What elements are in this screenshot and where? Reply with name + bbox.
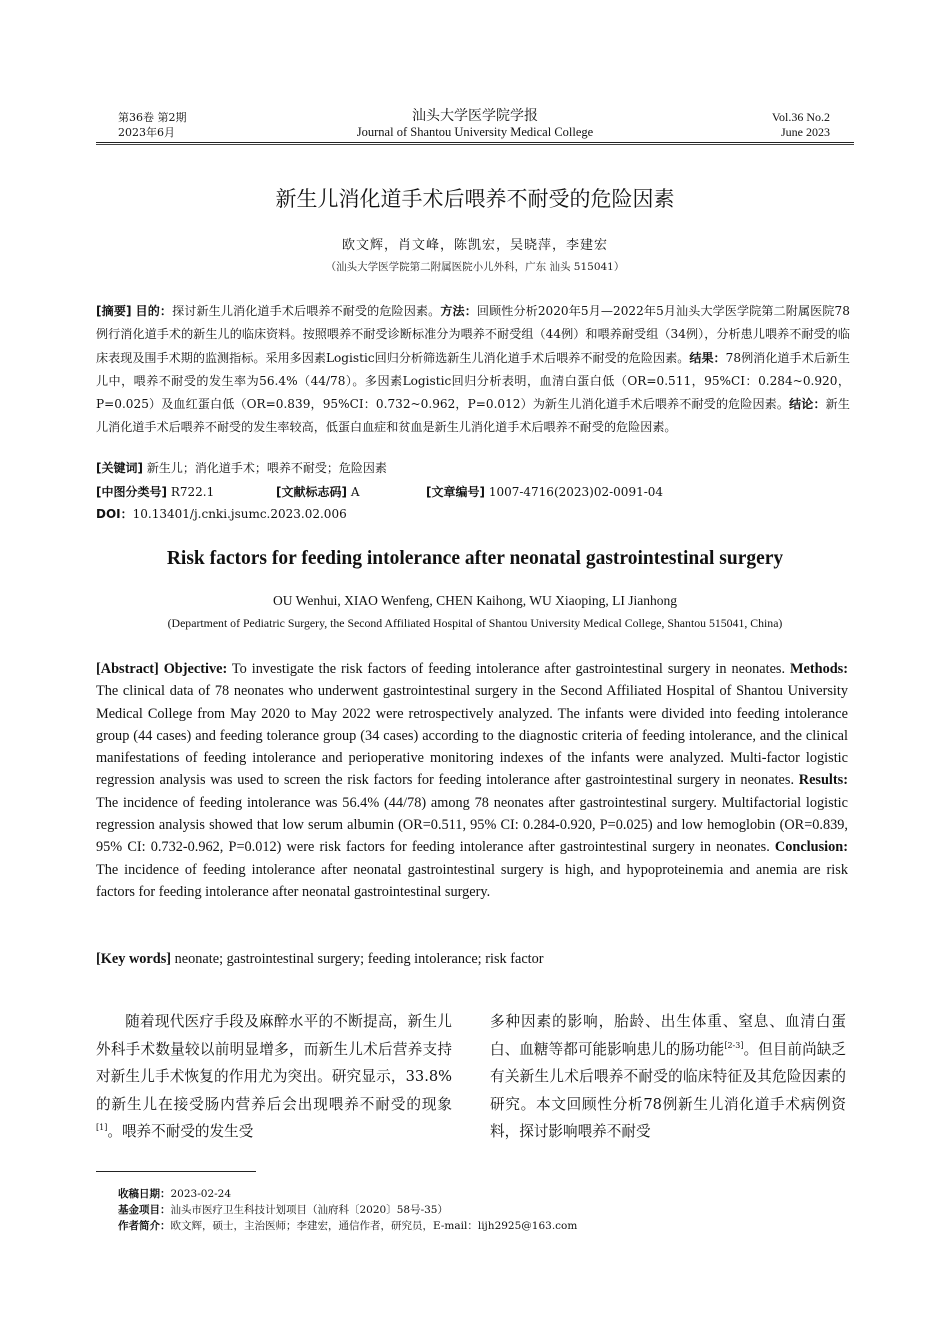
methods-label-cn: 方法： [440, 304, 477, 318]
keywords-cn-line [96, 458, 387, 478]
keywords-cn: 新生儿；消化道手术；喂养不耐受；危险因素 [146, 461, 387, 475]
affiliation-en: (Department of Pediatric Surgery, the Second Affiliated Hospital of Shantou University Medical College, Shantou 515041, China) [167, 616, 783, 630]
author-bio-label: 作者简介： [118, 1220, 171, 1232]
results-label-en: Results: [798, 772, 848, 789]
doi-label: DOI： [96, 507, 133, 521]
clc-label: [中图分类号] [96, 485, 167, 499]
body-text: 。但目前尚缺乏有关新生儿术后喂养不耐受的临床特征及其危险因素的研究。本文回顾性分析78例新生儿消化道手术病例资料，探讨影响喂养不耐受 [490, 1040, 846, 1140]
keywords-label-cn: [关键词] [96, 461, 143, 475]
volume-no-en: Vol.36 No.2 [771, 110, 830, 124]
affiliation-cn: （汕头大学医学院第二附属医院小儿外科，广东 汕头 515041） [325, 261, 625, 273]
article-no-label: [文章编号] [426, 485, 485, 499]
methods-cn: 回顾性分析2020年5月—2022年5月汕头大学医学院第二附属医院78例行消化道手术的新生儿的临床资料。按照喂养不耐受诊断标准分为喂养不耐受组（44例）和喂养耐受组（34例），分析患儿喂养不耐受的临床表现及围手术期的监测指标。采用多因素Logistic回归分析筛选新生儿消化道手术后喂养不耐受的危险因素。 [96, 304, 850, 365]
journal-name-en: Journal of Shantou University Medical College [356, 125, 594, 139]
issue-date: 2023年6月 [118, 126, 175, 139]
received-date [118, 1186, 231, 1202]
fund-value: 汕头市医疗卫生科技计划项目（汕府科〔2020〕58号-35） [170, 1204, 448, 1216]
body-text: 。喂养不耐受的发生受 [107, 1123, 254, 1140]
received-value: 2023-02-24 [170, 1188, 232, 1200]
header-right [772, 110, 830, 140]
methods-label-en: Methods: [790, 661, 849, 677]
conclusion-cn: 新生儿消化道手术后喂养不耐受的发生率较高，低蛋白血症和贫血是新生儿消化道手术后喂养不耐受的危险因素。 [96, 397, 850, 435]
header-rule [96, 142, 854, 143]
abstract-label-cn: [摘要] [96, 304, 132, 318]
doc-code-label: [文献标志码] [276, 485, 347, 499]
volume-issue: 第36卷 第2期 [118, 111, 187, 124]
objective-label-cn: 目的： [135, 304, 173, 318]
doc-code-value: A [350, 485, 360, 499]
doi-line [96, 504, 347, 524]
authors-en: OU Wenhui, XIAO Wenfeng, CHEN Kaihong, WU Xiaoping, LI Jianhong [273, 593, 677, 608]
fund-label: 基金项目： [118, 1204, 171, 1216]
abstract-label-en: [Abstract] [96, 661, 159, 677]
classification-line [96, 482, 214, 502]
body-text: 随着现代医疗手段及麻醉水平的不断提高，新生儿外科手术数量较以前明显增多，而新生儿术后营养支持对新生儿手术恢复的作用尤为突出。研究显示，33.8%的新生儿在接受肠内营养后会出现喂养不耐受的现象 [96, 1013, 452, 1113]
author-bio-value: 欧文辉，硕士，主治医师；李建宏，通信作者，研究员，E-mail：lijh2925@163.com [170, 1220, 578, 1232]
abstract-cn [96, 300, 850, 440]
author-bio-line [118, 1218, 577, 1234]
english-title: Risk factors for feeding intolerance after neonatal gastrointestinal surgery [166, 548, 784, 569]
keywords-en-line [96, 948, 848, 970]
fund-line [118, 1202, 448, 1218]
doc-code-line [276, 482, 359, 502]
results-en: The incidence of feeding intolerance was 56.4% (44/78) among 78 neonates after gastrointestinal surgery. Multifactorial logistic regression analysis showed that low serum albumin (OR=0.511, 95% CI: 0.284-0.920, P=0.025) and low hemoglobin (OR=0.839, 95% CI: 0.732-0.962, P=0.012) were risk factors for feeding intolerance after gastrointestinal surgery in neonates. [96, 794, 848, 856]
abstract-en [96, 658, 848, 903]
authors-cn: 欧文辉，肖文峰，陈凯宏，吴晓萍，李建宏 [341, 238, 608, 253]
received-label: 收稿日期： [118, 1188, 171, 1200]
results-cn: 78例消化道手术后新生儿中，喂养不耐受的发生率为56.4%（44/78）。多因素Logistic回归分析表明，血清白蛋白低（OR=0.511，95%CI：0.284~0.920，P=0.025）及血红蛋白低（OR=0.839，95%CI：0.732~0.962，P=0.012）为新生儿消化道手术后喂养不耐受的危险因素。 [96, 350, 850, 412]
doi-value: 10.13401/j.cnki.jsumc.2023.02.006 [132, 507, 347, 521]
conclusion-en: The incidence of feeding intolerance after neonatal gastrointestinal surgery is high, and hypoproteinemia and anemia are risk factors for feeding intolerance after neonatal gastrointestinal surgery. [96, 861, 848, 900]
footnote-rule [96, 1171, 256, 1172]
objective-cn: 探讨新生儿消化道手术后喂养不耐受的危险因素。 [172, 304, 441, 318]
clc-value: R722.1 [170, 485, 215, 499]
methods-en: The clinical data of 78 neonates who underwent gastrointestinal surgery in the Second Affiliated Hospital of Shantou University Medical College from May 2020 to May 2022 were retrospectively analyzed. The infants were divided into feeding intolerance group (44 cases) and feeding tolerance group (34 cases) according to the diagnostic criteria of feeding intolerance, and the clinical manifestations of feeding intolerance and perioperative monitoring indexes of the infants were analyzed. Multi-factor logistic regression analysis was used to screen the risk factors for feeding intolerance after gastrointestinal surgery in neonates. [96, 683, 848, 789]
journal-name-cn: 汕头大学医学院学报 [412, 108, 538, 124]
objective-label-en: Objective: [163, 661, 228, 677]
body-text: 多种因素的影响，胎龄、出生体重、窒息、血清白蛋白、血糖等都可能影响患儿的肠功能 [490, 1013, 846, 1058]
article-no-value: 1007-4716(2023)02-0091-04 [488, 485, 664, 499]
body-column-left [96, 1008, 452, 1146]
results-label-cn: 结果： [689, 350, 726, 365]
citation-ref: [2-3] [724, 1040, 744, 1050]
page-title: 新生儿消化道手术后喂养不耐受的危险因素 [275, 187, 675, 211]
conclusion-label-en: Conclusion: [774, 839, 848, 856]
header-center [96, 107, 854, 140]
keywords-en: neonate; gastrointestinal surgery; feeding intolerance; risk factor [174, 951, 544, 967]
date-en: June 2023 [781, 125, 830, 139]
body-column-right [490, 1008, 846, 1146]
article-no-line [426, 482, 663, 502]
header-rule-thin [96, 144, 854, 145]
conclusion-label-cn: 结论： [789, 397, 826, 412]
objective-en: To investigate the risk factors of feeding intolerance after gastrointestinal surgery in neonates. [231, 661, 786, 677]
citation-ref: [1] [96, 1123, 108, 1133]
keywords-label-en: [Key words] [96, 951, 172, 967]
